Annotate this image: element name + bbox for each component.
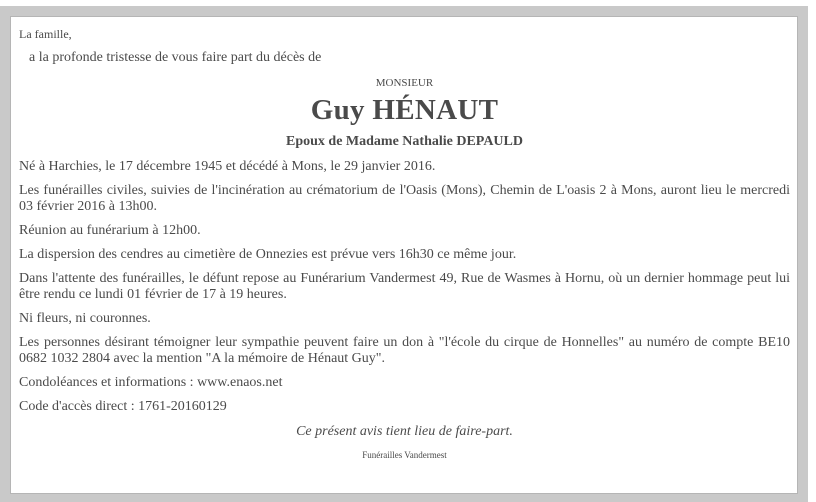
ashes-paragraph: La dispersion des cendres au cimetière de Onnezies est prévue vers 16h30 ce même jour. xyxy=(19,247,517,262)
spouse-line: Epoux de Madame Nathalie DEPAULD xyxy=(286,134,523,149)
funeral-home-footer: Funérailles Vandermest xyxy=(362,450,447,460)
flowers-paragraph: Ni fleurs, ni couronnes. xyxy=(19,311,151,326)
donation-paragraph: Les personnes désirant témoigner leur sympathie peuvent faire un don à "l'école du cirque de Honnelles" au numéro de compte BE10 0682 1032 2804 avec la mention "A la mémoire de Hénaut Guy". xyxy=(19,335,790,366)
honorific: MONSIEUR xyxy=(375,77,434,89)
funeral-paragraph: Les funérailles civiles, suivies de l'incinération au crématorium de l'Oasis (Mons), Chemin de L'oasis 2 à Mons, auront lieu le mercredi 03 février 2016 à 13h00. xyxy=(19,183,790,214)
birth-death-paragraph: Né à Harchies, le 17 décembre 1945 et décédé à Mons, le 29 janvier 2016. xyxy=(19,159,436,174)
family-label: La famille, xyxy=(19,27,72,41)
intro-text: a la profonde tristesse de vous faire part du décès de xyxy=(29,50,322,65)
obituary-card xyxy=(10,16,798,494)
access-code-paragraph: Code d'accès direct : 1761-20160129 xyxy=(19,399,227,414)
visitation-paragraph: Dans l'attente des funérailles, le défunt repose au Funérarium Vandermest 49, Rue de Wasmes à Hornu, où un dernier hommage peut lui être rendu ce lundi 01 février de 17 à 19 heures. xyxy=(19,271,790,302)
deceased-name: Guy HÉNAUT xyxy=(310,94,499,126)
page-frame xyxy=(0,6,808,502)
notice-text: Ce présent avis tient lieu de faire-part. xyxy=(296,424,513,439)
meeting-paragraph: Réunion au funérarium à 12h00. xyxy=(19,223,201,238)
condolences-paragraph: Condoléances et informations : www.enaos.net xyxy=(19,375,283,390)
